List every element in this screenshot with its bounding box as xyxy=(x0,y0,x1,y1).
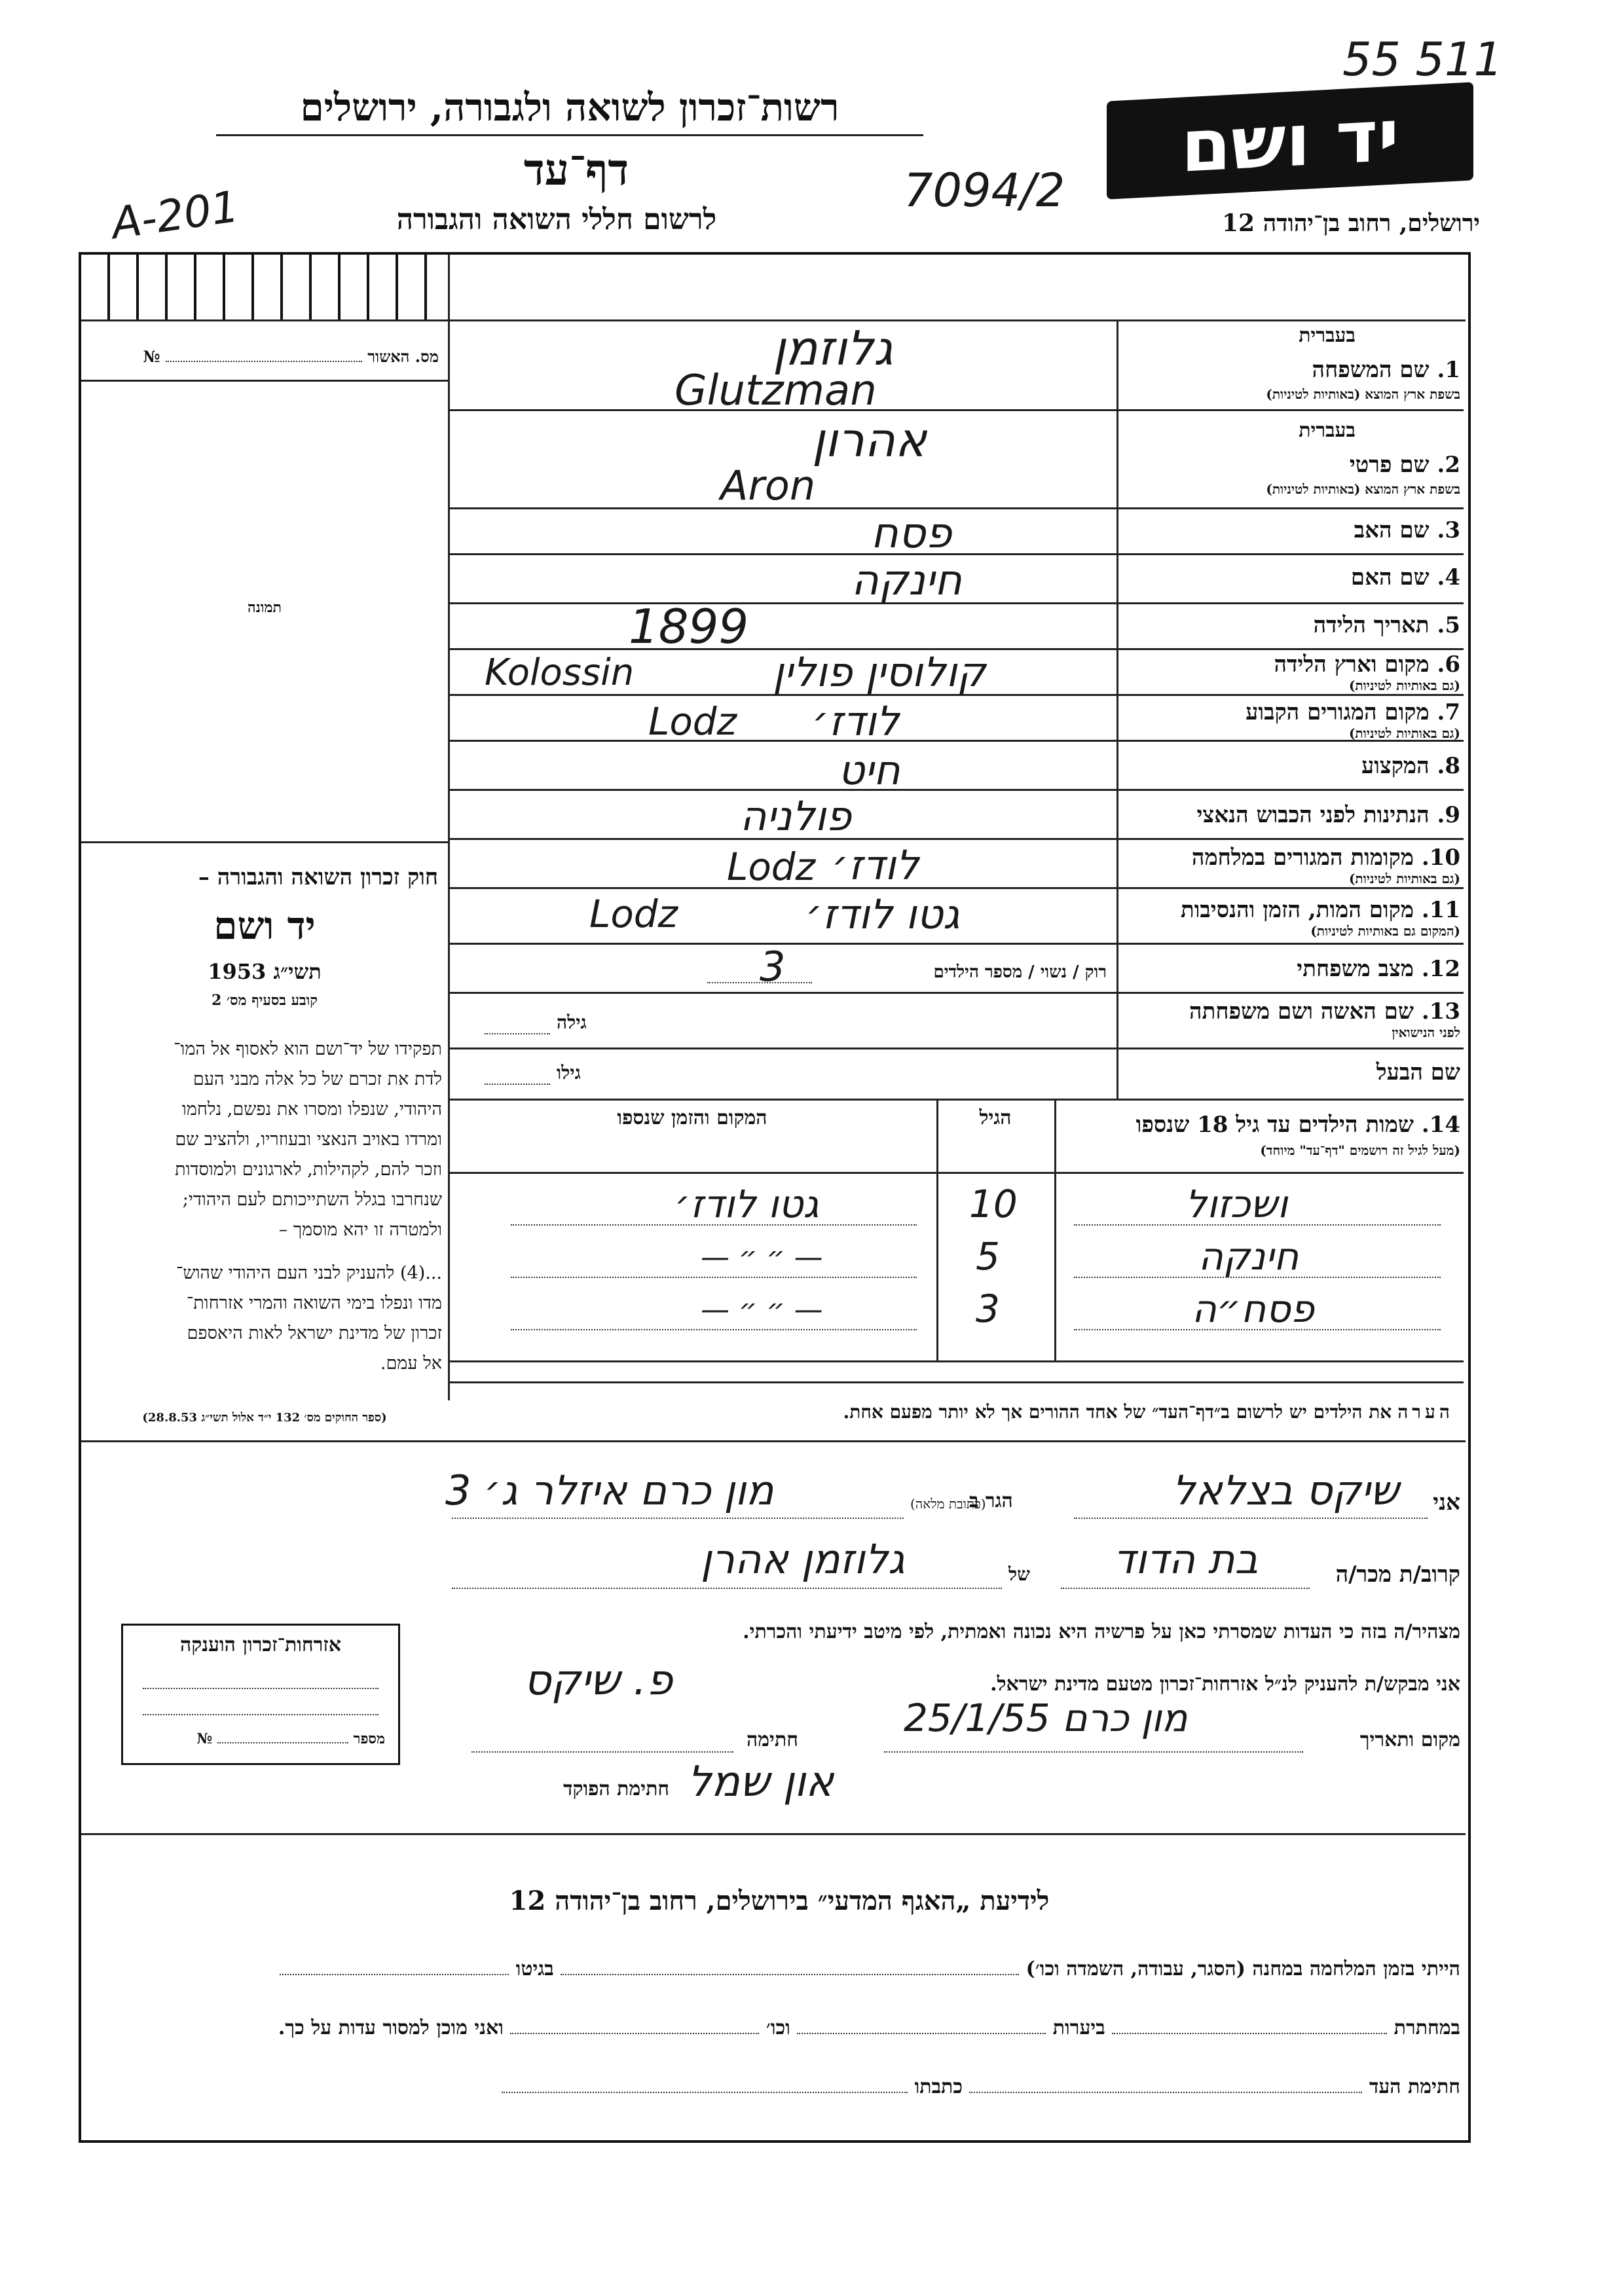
law-line: שנחרבו בגלל השתייכותם לעם היהודי; xyxy=(182,1190,442,1210)
note xyxy=(458,1401,1454,1423)
field-10-sub: (גם באותיות לטיניות) xyxy=(1348,871,1460,886)
field-6-text: מקום וארץ הלידה xyxy=(1274,651,1430,678)
field-13-label xyxy=(1153,998,1460,1025)
child-1-age: 10 xyxy=(969,1182,1018,1226)
field-10-value-heb: לודז׳ xyxy=(832,841,919,889)
law-line: תפקידו של יד־ושם הוא לאסוף אל המו־ xyxy=(174,1039,442,1059)
field-1-value-heb: גלוזמן xyxy=(773,321,893,376)
field-10-num: 10. xyxy=(1421,845,1460,871)
decl-i-label: אני xyxy=(1433,1489,1460,1516)
field-2-label xyxy=(1153,452,1460,478)
decl-relative-label: קרוב/ת מכר/ה xyxy=(1335,1561,1460,1588)
decl-signature-value: פ. שיקס xyxy=(524,1656,673,1705)
field-8-label xyxy=(1153,753,1460,779)
law-name: יד ושם xyxy=(213,903,316,948)
field-12-children-count: 3 xyxy=(760,943,786,991)
handwritten-code-mid: 7094/2 xyxy=(904,164,1065,217)
field-13-num: 13. xyxy=(1421,998,1460,1025)
bottom-underground-label: במחתרת xyxy=(1393,2016,1460,2039)
field-7-sub: (גם באותיות לטיניות) xyxy=(1348,725,1460,741)
bottom-heading: לידיעת „האגף המדעי״ בירושלים, רחוב בן־יהודה 12 xyxy=(509,1886,1050,1916)
bottom-line2 xyxy=(157,2016,1460,2039)
field-7-label xyxy=(1153,699,1460,725)
law-title: חוק זכרון השואה והגבורה – xyxy=(198,864,438,890)
field-6-label xyxy=(1153,651,1460,678)
field-1-value-lat: Glutzman xyxy=(674,367,877,415)
field-2-sub: בשפת ארץ המוצא (באותיות לטיניות) xyxy=(1266,481,1460,497)
field-9-num: 9. xyxy=(1437,802,1460,828)
child-3-age: 3 xyxy=(976,1286,1000,1331)
form-title: דף־עד xyxy=(523,144,629,195)
field-7-value-heb: לודז׳ xyxy=(812,697,900,745)
field-8-num: 8. xyxy=(1437,753,1460,779)
form-subtitle: לרשום חללי השואה והגבורה xyxy=(396,203,717,236)
field-13-text: שם האשה ושם משפחתה xyxy=(1189,998,1414,1025)
field-6-value-lat: Kolossin xyxy=(485,651,635,694)
decl-resides-label: הגר ב xyxy=(969,1489,1013,1512)
law-line: ...(4) להעניק לבני העם היהודי שהוש־ xyxy=(176,1263,442,1283)
field-9-value: פולניה xyxy=(740,792,852,840)
field-11-text: מקום המות, הזמן והנסיבות xyxy=(1180,897,1414,923)
decl-place-date-value: מון כרם 25/1/55 xyxy=(904,1696,1188,1740)
child-1-place: גטו לודז׳ xyxy=(674,1182,819,1226)
handwritten-code-left: A-201 xyxy=(108,181,242,249)
field-6-value-heb: קולוסין פולין xyxy=(773,648,986,696)
children-col-age: הגיל xyxy=(979,1106,1012,1129)
child-3-place: — ״ ״ — xyxy=(701,1293,823,1326)
bottom-camp-label: הייתי בזמן המלחמה במחנה (הסגר, עבודה, השמדה וכו׳) xyxy=(1025,1958,1460,1980)
law-line: ומרדו באויב הנאצי ובעוזריו, ולהציב שם xyxy=(175,1129,442,1150)
law-line: מדו ונפלו בימי השואה והמרי אזרחות־ xyxy=(186,1293,442,1313)
child-2-name: חינקה xyxy=(1198,1234,1299,1279)
field-11-sub: (המקום גם באותיות לטיניות) xyxy=(1310,923,1460,939)
field-1-sub: בשפת ארץ המוצא (באותיות לטיניות) xyxy=(1266,386,1460,402)
bottom-etc-label: וכו׳ xyxy=(766,2016,790,2039)
memorial-box-number xyxy=(136,1730,385,1747)
field-4-text: שם האם xyxy=(1350,564,1430,591)
decl-address-value: מון כרם איזלר ג׳ 3 xyxy=(445,1467,774,1514)
field-2-num: 2. xyxy=(1437,452,1460,478)
hatched-strip xyxy=(81,255,448,320)
decl-statement: מצהיר/ה בזה כי העדות שמסרתי כאן על פרשיה היא נכונה ואמתית, לפי מיטב ידיעתי והכרתי. xyxy=(743,1620,1460,1643)
bottom-witness-address-label: כתבתו xyxy=(914,2075,963,2098)
memorial-box-title: אזרחות־זכרון הוענקה xyxy=(179,1633,342,1656)
law-line: היהודי, שנפלו ומסרו את נפשם, נלחמו xyxy=(181,1099,442,1120)
bottom-line1 xyxy=(157,1958,1460,1980)
decl-request: אני מבקש/ת להעניק לנ״ל אזרחות־זכרון מטעם מדינת ישראל. xyxy=(990,1673,1460,1696)
field-9-text: הנתינות לפני הכבוש הנאצי xyxy=(1196,802,1430,828)
field-3-text: שם האב xyxy=(1354,517,1430,543)
note-label: הערה xyxy=(1397,1401,1454,1423)
field-12-label xyxy=(1153,956,1460,982)
institution-name: רשות־זכרון לשואה ולגבורה, ירושלים xyxy=(300,85,840,130)
law-line: אל עמם. xyxy=(380,1353,442,1374)
field-5-value: 1899 xyxy=(629,599,749,654)
decl-place-date-label: מקום ותאריך xyxy=(1359,1728,1460,1751)
child-2-place: — ״ ״ — xyxy=(701,1241,823,1274)
field-husband-label: שם הבעל xyxy=(1376,1059,1460,1085)
decl-of-label: של xyxy=(1008,1563,1030,1585)
field-9-label xyxy=(1153,802,1460,828)
children-title-text: שמות הילדים עד גיל 18 שנספו xyxy=(1135,1112,1414,1138)
bottom-ghetto-label: בגיטו xyxy=(515,1958,554,1980)
field-5-text: תאריך הלידה xyxy=(1313,612,1430,638)
child-2-age: 5 xyxy=(976,1234,1000,1279)
memorial-citizenship-box xyxy=(121,1624,400,1765)
field-1-heb-tag: בעברית xyxy=(1299,324,1356,347)
field-2-heb-tag: בעברית xyxy=(1299,419,1356,442)
decl-officer-value: און שמל xyxy=(688,1758,834,1806)
law-line: זכרון של מדינת ישראל לאות היאספם xyxy=(187,1323,442,1343)
children-title xyxy=(1061,1112,1460,1138)
note-text: את הילדים יש לרשום ב״דף־העד״ של אחד ההורים אך לא יותר מפעם אחת. xyxy=(843,1401,1392,1423)
field-13-age-label: גילה xyxy=(557,1011,587,1033)
field-11-value-heb: גטו לודז׳ xyxy=(805,890,960,938)
field-6-sub: (גם באותיות לטיניות) xyxy=(1348,678,1460,693)
field-1-text: שם המשפחה xyxy=(1312,357,1430,383)
yad-vashem-logo xyxy=(1107,82,1473,199)
decl-signature-label: חתימה xyxy=(747,1728,798,1751)
approval-no: № xyxy=(143,347,160,366)
law-line: לדת את זכרם של כל אלה מבני העם xyxy=(193,1069,442,1089)
field-1-num: 1. xyxy=(1437,357,1460,383)
bottom-forests-label: ביערות xyxy=(1052,2016,1105,2039)
field-4-value: חינקה xyxy=(851,556,962,605)
photo-label: תמונה xyxy=(248,599,282,616)
memorial-box-number-label: מספר xyxy=(353,1730,385,1747)
decl-of-value: גלוזמן אהרן xyxy=(701,1535,905,1583)
field-10-text: מקומות המגורים במלחמה xyxy=(1191,845,1414,871)
law-text xyxy=(85,1034,442,1379)
field-12-num: 12. xyxy=(1421,956,1460,982)
approval-label: מס. האשור xyxy=(367,347,439,366)
children-col-place: המקום והזמן שנספו xyxy=(617,1106,767,1129)
law-section: קובע בסעיף מס׳ 2 xyxy=(211,992,318,1009)
field-11-num: 11. xyxy=(1421,897,1460,923)
field-10-value-lat: Lodz xyxy=(727,845,816,889)
field-7-num: 7. xyxy=(1437,699,1460,725)
archive-number: 55 511 xyxy=(1342,33,1503,86)
decl-officer-label: חתימת הפוקד xyxy=(563,1777,670,1800)
field-11-label xyxy=(1153,897,1460,923)
decl-name-value: שיקס בצלאל xyxy=(1172,1467,1399,1514)
field-12-text: מצב משפחתי xyxy=(1297,956,1414,982)
field-1-label xyxy=(1153,357,1460,383)
field-12-status-options: רוק / נשוי / מספר הילדים xyxy=(933,962,1107,982)
approval-number xyxy=(92,347,439,367)
field-6-num: 6. xyxy=(1437,651,1460,678)
law-source: (ספר החוקים מס׳ 132 י״ד אלול תשי״ג 28.8.53) xyxy=(142,1411,387,1425)
field-2-value-lat: Aron xyxy=(720,462,816,509)
child-3-name: פסח״ה xyxy=(1192,1286,1315,1331)
field-2-value-heb: אהרון xyxy=(812,412,927,467)
children-sub: (מעל לגיל זה רושמים "דף־עד" מיוחד) xyxy=(1260,1142,1460,1158)
decl-relative-value: בת הדוד xyxy=(1113,1535,1259,1583)
decl-address-hint: (כתובת מלאה) xyxy=(910,1496,986,1512)
field-husband-age-label: גילו xyxy=(557,1062,581,1084)
logo-text: יד ושם xyxy=(1181,93,1399,189)
field-11-value-lat: Lodz xyxy=(589,892,678,936)
bottom-line3 xyxy=(157,2075,1460,2098)
law-line: ולמטרה זו יהא מוסמך – xyxy=(278,1220,442,1240)
field-3-label xyxy=(1153,517,1460,543)
field-4-num: 4. xyxy=(1437,564,1460,591)
field-5-label xyxy=(1153,612,1460,638)
field-8-value: חיט xyxy=(838,746,900,794)
field-13-sub: לפני הנישואין xyxy=(1392,1025,1460,1040)
memorial-box-number-no: № xyxy=(196,1730,213,1747)
bottom-witness-sig-label: חתימת העד xyxy=(1369,2075,1460,2098)
field-4-label xyxy=(1153,564,1460,591)
field-3-num: 3. xyxy=(1437,517,1460,543)
field-2-text: שם פרטי xyxy=(1349,452,1430,478)
law-line: וזכר להם, לקהילות, לארגונים ולמוסדות xyxy=(175,1159,442,1180)
field-7-text: מקום המגורים הקבוע xyxy=(1246,699,1430,725)
children-num: 14. xyxy=(1421,1112,1460,1138)
field-3-value: פסח xyxy=(871,509,952,558)
field-10-label xyxy=(1153,845,1460,871)
field-8-text: המקצוע xyxy=(1361,753,1430,779)
law-year: תשי״ג 1953 xyxy=(208,959,322,984)
child-1-name: ושכזול xyxy=(1185,1182,1288,1226)
address: ירושלים, רחוב בן־יהודה 12 xyxy=(1221,210,1480,237)
bottom-willing-label: ואני מוכן למסור עדות על כך. xyxy=(278,2016,504,2039)
field-7-value-lat: Lodz xyxy=(648,699,737,744)
field-5-num: 5. xyxy=(1437,612,1460,638)
